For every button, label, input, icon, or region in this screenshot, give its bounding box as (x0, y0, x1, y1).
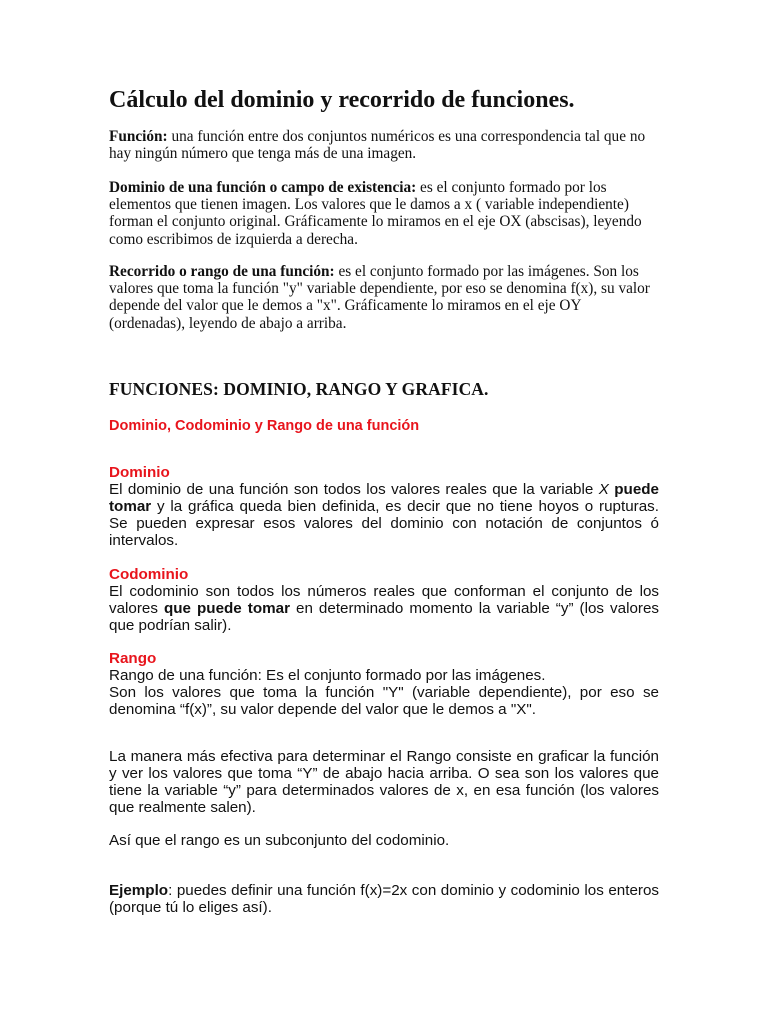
codominio-text-2: en determinado momento la variable “y” (los valores que podrían salir). (109, 600, 659, 634)
dominio-variable: X (598, 481, 609, 498)
dominio-heading: Dominio (109, 464, 170, 481)
dominio-definition-paragraph (109, 179, 659, 248)
recorrido-definition-text: es el conjunto formado por las imágenes. Son los valores que toma la función "y" variable dependiente, por eso se denomina f(x), su valor depende del valor que le demos a "x". Gráficamente lo miramos en el eje OY (ordenadas), leyendo de abajo a arriba. (109, 263, 650, 332)
dominio-definition-term: Dominio de una función o campo de existencia: (109, 179, 417, 196)
ejemplo-paragraph (109, 882, 659, 916)
funcion-paragraph (109, 128, 659, 162)
rango-heading: Rango (109, 650, 157, 667)
dominio-paragraph (109, 481, 659, 549)
document-title: Cálculo del dominio y recorrido de funciones. (109, 87, 575, 113)
dominio-definition-text: es el conjunto formado por los elementos que tienen imagen. Los valores que le damos a x ( variable independiente) forman el conjunto original. Gráficamente lo miramos en el eje OX (abscisas), leyendo como escribimos de izquierda a derecha. (109, 179, 642, 248)
funcion-text: una función entre dos conjuntos numéricos es una correspondencia tal que no hay ningún número que tenga más de una imagen. (109, 128, 646, 163)
recorrido-definition-paragraph (109, 263, 659, 332)
codominio-heading: Codominio (109, 566, 189, 583)
dominio-bold: puede tomar (109, 481, 659, 515)
codominio-text-1: El codominio son todos los números reales que conforman el conjunto de los valores (109, 583, 659, 617)
dominio-section (109, 464, 659, 549)
codominio-bold: que puede tomar (164, 600, 290, 617)
codominio-paragraph (109, 583, 659, 634)
rango-line-1: Rango de una función: Es el conjunto formado por las imágenes. (109, 667, 546, 684)
rango-line-2: Son los valores que toma la función "Y" (variable dependiente), por eso se denomina “f(x)”, su valor depende del valor que le demos a "X". (109, 684, 659, 718)
manera-paragraph: La manera más efectiva para determinar el Rango consiste en graficar la función y ver los valores que toma “Y” de abajo hacia arriba. O sea son los valores que tiene la variable “y” para determinados valores de x, en esa función (los valores que realmente salen). (109, 748, 659, 816)
codominio-section (109, 566, 659, 634)
ejemplo-text: : puedes definir una función f(x)=2x con dominio y codominio los enteros (porque tú lo eliges así). (109, 882, 659, 916)
funcion-term: Función: (109, 128, 168, 145)
dominio-text-2: y la gráfica queda bien definida, es decir que no tiene hoyos o rupturas. Se pueden expresar esos valores del dominio con notación de conjuntos ó intervalos. (109, 498, 659, 549)
section-subtitle: Dominio, Codominio y Rango de una función (109, 418, 420, 434)
rango-section (109, 650, 659, 718)
section-title: FUNCIONES: DOMINIO, RANGO Y GRAFICA. (109, 379, 489, 399)
recorrido-definition-term: Recorrido o rango de una función: (109, 263, 335, 280)
dominio-text-1: El dominio de una función son todos los valores reales que la variable (109, 481, 599, 498)
ejemplo-term: Ejemplo (109, 882, 169, 899)
asi-paragraph: Así que el rango es un subconjunto del codominio. (109, 832, 450, 849)
